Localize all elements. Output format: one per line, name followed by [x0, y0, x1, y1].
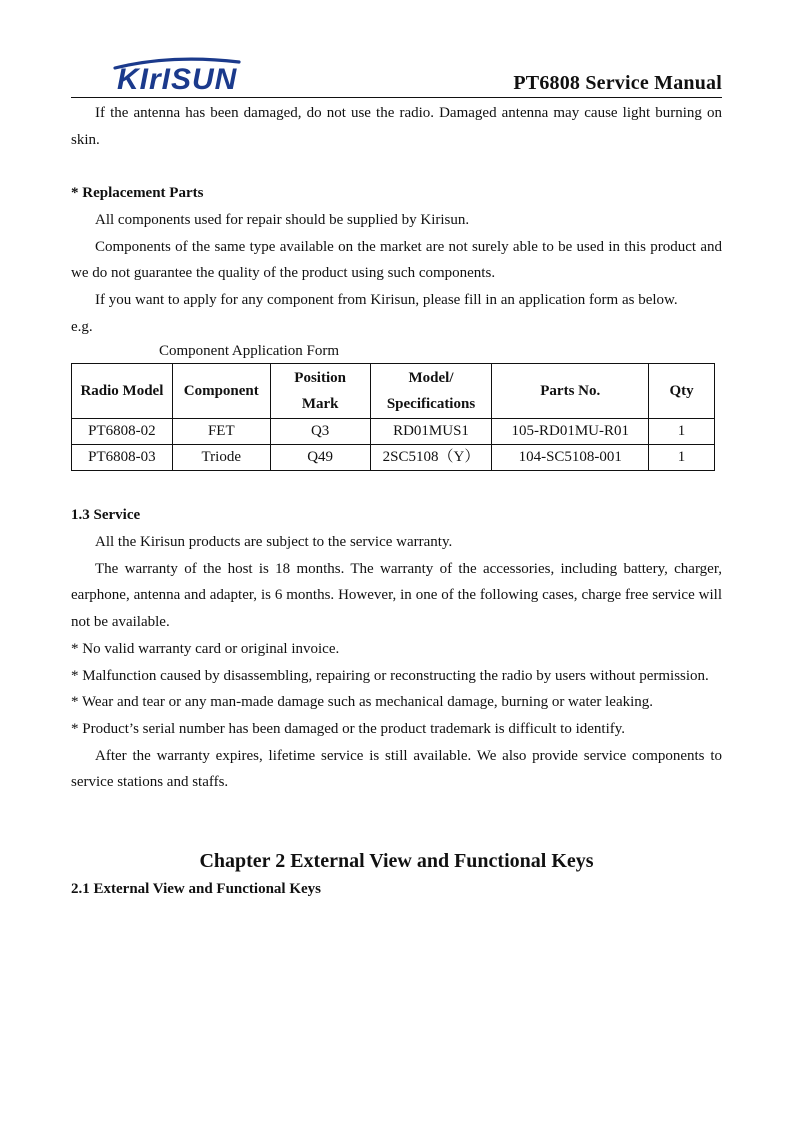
- replacement-parts-heading: * Replacement Parts: [71, 185, 204, 202]
- service-bullet-3: * Wear and tear or any man-made damage such as mechanical damage, burning or water leaking.: [71, 694, 654, 711]
- header-position-line2: Mark: [301, 396, 339, 413]
- table-row: [72, 445, 715, 471]
- page-content: [71, 100, 722, 902]
- kirisun-logo: [111, 56, 257, 97]
- antenna-warning: If the antenna has been damaged, do not use the radio. Damaged antenna may cause light burning on skin.: [71, 105, 722, 148]
- chapter-title: Chapter 2 External View and Functional Keys: [199, 850, 594, 873]
- header-position-mark: [270, 364, 370, 419]
- example-label: e.g.: [71, 318, 93, 335]
- service-heading: 1.3 Service: [71, 507, 141, 524]
- header-position-line1: Position: [294, 370, 346, 387]
- section-heading: 2.1 External View and Functional Keys: [71, 881, 322, 898]
- table-header-row: [72, 364, 715, 419]
- page-header: [71, 52, 722, 98]
- cell-parts-no: 105-RD01MU-R01: [492, 419, 649, 445]
- header-model-line1: Model/: [408, 370, 454, 387]
- cell-parts-no: 104-SC5108-001: [492, 445, 649, 471]
- service-bullet-4: * Product’s serial number has been damaged or the product trademark is difficult to identify.: [71, 720, 626, 737]
- form-caption: Component Application Form: [159, 343, 339, 360]
- replacement-para-3: If you want to apply for any component from Kirisun, please fill in an application form as below.: [95, 291, 678, 308]
- cell-radio-model: PT6808-03: [72, 445, 173, 471]
- cell-component: FET: [172, 419, 270, 445]
- replacement-para-1: All components used for repair should be supplied by Kirisun.: [95, 211, 470, 228]
- header-parts-no: Parts No.: [492, 364, 649, 419]
- header-radio-model: Radio Model: [72, 364, 173, 419]
- service-bullet-1: * No valid warranty card or original invoice.: [71, 640, 340, 657]
- replacement-para-2: Components of the same type available on the market are not surely able to be used in this product and we do not guarantee the quality of the product using such components.: [71, 238, 722, 282]
- component-application-table: [71, 363, 715, 471]
- header-rule: [71, 97, 722, 98]
- cell-position-mark: Q3: [270, 419, 370, 445]
- cell-position-mark: Q49: [270, 445, 370, 471]
- svg-text:KIrISUN: KIrISUN: [117, 63, 238, 92]
- header-component: Component: [172, 364, 270, 419]
- cell-qty: 1: [649, 445, 715, 471]
- cell-radio-model: PT6808-02: [72, 419, 173, 445]
- cell-model: 2SC5108（Y）: [370, 445, 492, 471]
- header-qty: Qty: [649, 364, 715, 419]
- service-para-2: The warranty of the host is 18 months. The warranty of the accessories, including battery, charger, earphone, antenna and adapter, is 6 months. However, in one of the following cases, charge free service will not be available.: [71, 560, 722, 631]
- service-bullet-2: * Malfunction caused by disassembling, repairing or reconstructing the radio by users without permission.: [71, 667, 709, 684]
- header-model-specifications: [370, 364, 492, 419]
- service-para-3: After the warranty expires, lifetime service is still available. We also provide service components to service stations and staffs.: [71, 747, 722, 791]
- service-para-1: All the Kirisun products are subject to the service warranty.: [95, 534, 453, 551]
- cell-component: Triode: [172, 445, 270, 471]
- header-model-line2: Specifications: [386, 396, 476, 413]
- cell-model: RD01MUS1: [370, 419, 492, 445]
- table-row: [72, 419, 715, 445]
- manual-title: PT6808 Service Manual: [513, 72, 722, 94]
- cell-qty: 1: [649, 419, 715, 445]
